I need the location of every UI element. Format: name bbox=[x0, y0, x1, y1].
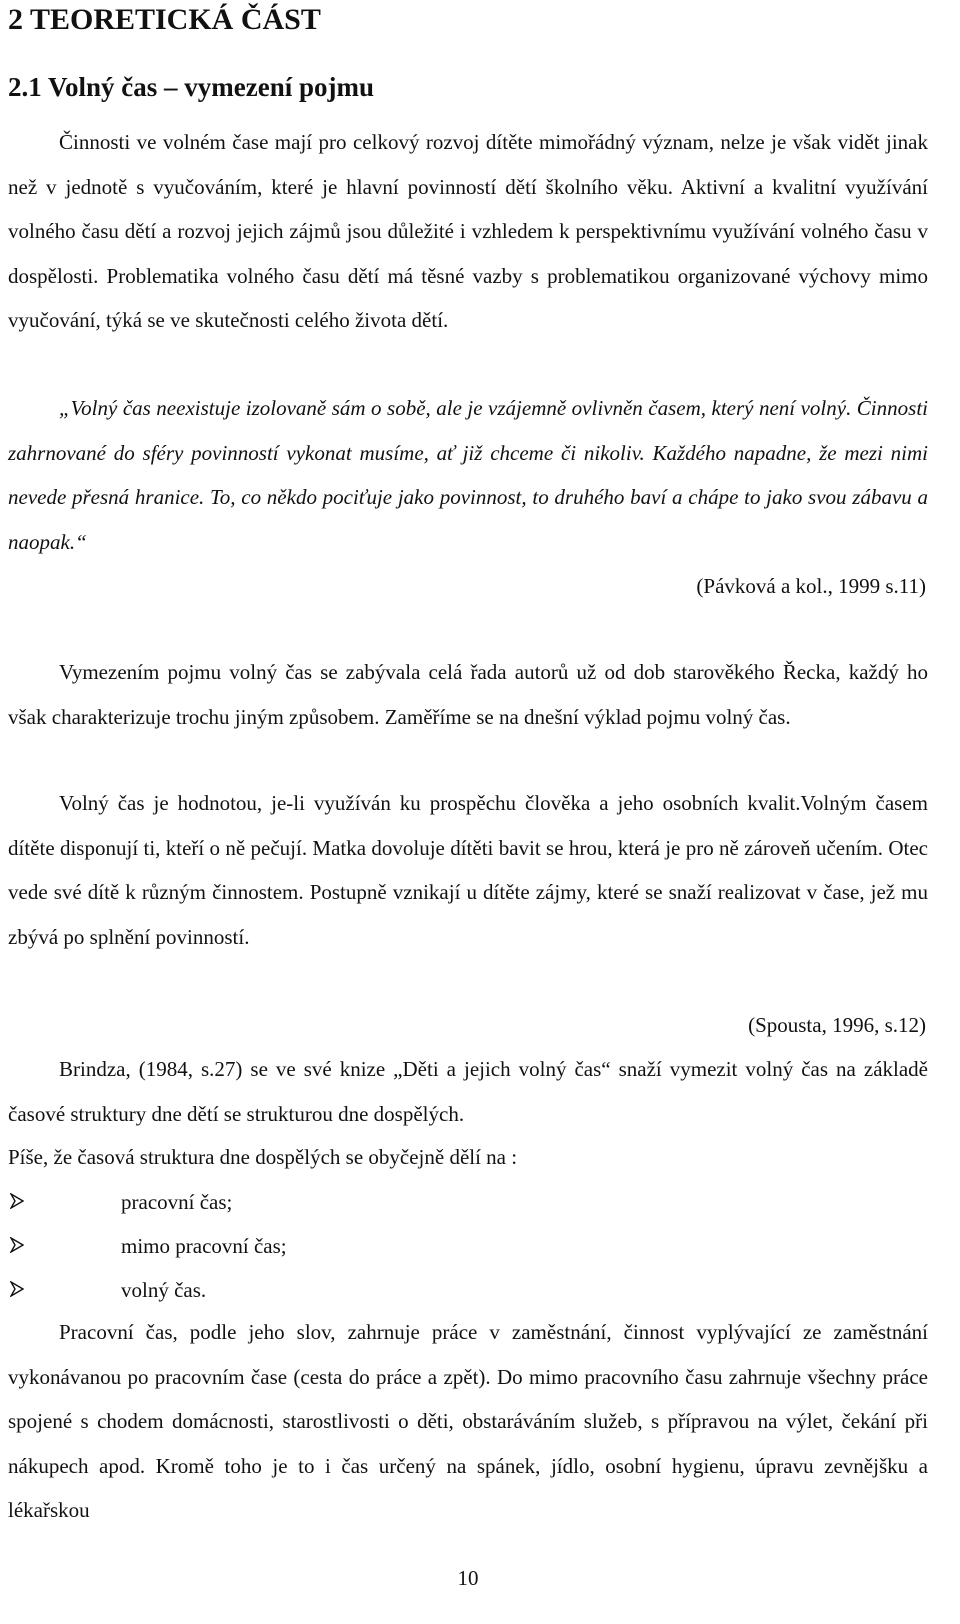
quote-paragraph: „Volný čas neexistuje izolovaně sám o sobě, ale je vzájemně ovlivněn časem, který není volný. Činnosti zahrnované do sféry povinností vykonat musíme, ať již chceme či nikoliv. Každého napadne, že mezi nimi nevede přesná hranice. To, co někdo pociťuje jako povinnost, to druhého baví a chápe to jako svou zábavu a naopak.“ bbox=[8, 396, 928, 554]
page-number: 10 bbox=[457, 1566, 479, 1590]
paragraph-definition: Vymezením pojmu volný čas se zabývala celá řada autorů už od dob starověkého Řecka, každý ho však charakterizuje trochu jiným způsobem. Zaměříme se na dnešní výklad pojmu volný čas. bbox=[8, 660, 928, 729]
citation-pavkova: (Pávková a kol., 1999 s.11) bbox=[696, 574, 926, 598]
list-item-text: mimo pracovní čas; bbox=[121, 1234, 287, 1258]
paragraph-brindza: Brindza, (1984, s.27) se ve své knize „Děti a jejich volný čas“ snaží vymezit volný čas na základě časové struktury dne dětí se strukturou dne dospělých. bbox=[8, 1057, 928, 1126]
list-item-text: volný čas. bbox=[121, 1278, 207, 1302]
arrowhead-bullet-icon bbox=[10, 1281, 24, 1297]
paragraph-value: Volný čas je hodnotou, je-li využíván ku prospěchu člověka a jeho osobních kvalit.Volným časem dítěte disponují ti, kteří o ně pečují. Matka dovoluje dítěti bavit se hrou, která je pro ně zároveň učením. Otec vede své dítě k různým činnostem. Postupně vznikají u dítěte zájmy, které se snaží realizovat v čase, jež mu zbývá po splnění povinností. bbox=[8, 791, 928, 949]
list-item-text: pracovní čas; bbox=[121, 1190, 233, 1214]
arrowhead-bullet-icon bbox=[10, 1193, 24, 1209]
paragraph-work-time: Pracovní čas, podle jeho slov, zahrnuje práce v zaměstnání, činnost vyplývající ze zaměstnání vykonávanou po pracovním čase (cesta do práce a zpět). Do mimo pracovního času zahrnuje všechny práce spojené s chodem domácnosti, starostlivosti o děti, obstaráváním služeb, s přípravou na výlet, čekání při nákupech apod. Kromě toho je to i čas určený na spánek, jídlo, osobní hygienu, úpravu zevnějšku a lékařskou bbox=[8, 1320, 928, 1522]
chapter-heading: 2 TEORETICKÁ ČÁST bbox=[8, 3, 321, 36]
paragraph-structure-intro: Píše, že časová struktura dne dospělých se obyčejně dělí na : bbox=[8, 1145, 518, 1169]
paragraph-intro: Činnosti ve volném čase mají pro celkový rozvoj dítěte mimořádný význam, nelze je však vidět jinak než v jednotě s vyučováním, které je hlavní povinností dětí školního věku. Aktivní a kvalitní využívání volného času dětí a rozvoj jejich zájmů jsou důležité i vzhledem k perspektivnímu využívání volného času v dospělosti. Problematika volného času dětí má těsné vazby s problematikou organizované výchovy mimo vyučování, týká se ve skutečnosti celého života dětí. bbox=[8, 130, 928, 332]
section-heading: 2.1 Volný čas – vymezení pojmu bbox=[8, 72, 375, 102]
citation-spousta: (Spousta, 1996, s.12) bbox=[748, 1013, 926, 1037]
arrowhead-bullet-icon bbox=[10, 1237, 24, 1253]
